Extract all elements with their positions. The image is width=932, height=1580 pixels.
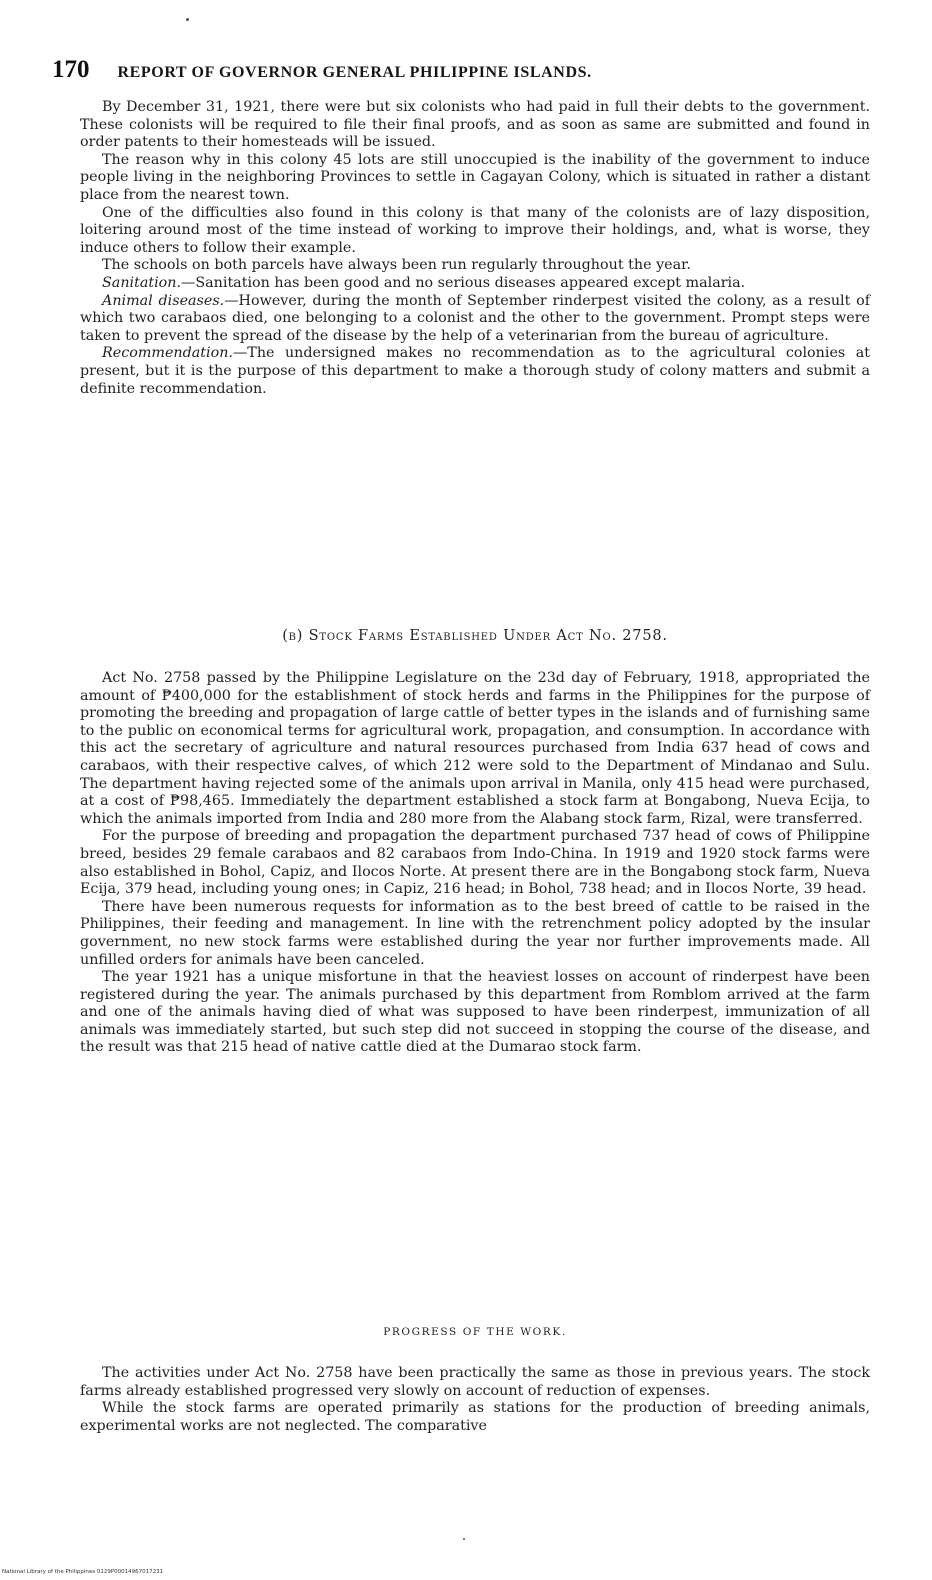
section-heading-stock-farms: (b) Stock Farms Established Under Act No. 2758. — [282, 628, 668, 644]
paragraph: For the purpose of breeding and propagation the department purchased 737 head of cows of Philippine breed, besides 29 female carabaos and 82 carabaos from Indo-China. In 1919 and 1920 stock farms were also established in Bohol, Capiz, and Ilocos Norte. At present there are in the Bongabong stock farm, Nueva Ecija, 379 head, including young ones; in Capiz, 216 head; in Bohol, 738 head; and in Ilocos Norte, 39 head. — [80, 828, 870, 898]
page-header — [52, 56, 872, 84]
paragraph: There have been numerous requests for information as to the best breed of cattle to be raised in the Philippines, their feeding and management. In line with the retrenchment policy adopted by the insular government, no new stock farms were established during the year nor further improvements made. All unfilled orders for animals have been canceled. — [80, 898, 870, 968]
paragraph: One of the difficulties also found in this colony is that many of the colonists are of lazy disposition, loitering around most of the time instead of working to improve their holdings, and, what is worse, they induce others to follow their example. — [80, 204, 870, 256]
scan-speck — [463, 1538, 465, 1540]
paragraph: The activities under Act No. 2758 have been practically the same as those in previous years. The stock farms already established progressed very slowly on account of reduction of expenses. — [80, 1365, 870, 1399]
paragraph-text: —However, during the month of September rinderpest visited the colony, as a result of which two carabaos died, one belonging to a colonist and the other to the government. Prompt steps were taken to prevent the spread of the disease by the help of a veterinarian from the bureau of agriculture. — [80, 292, 870, 344]
text-block-progress — [80, 1365, 870, 1435]
section-heading-progress: PROGRESS OF THE WORK. — [383, 1326, 567, 1338]
paragraph-lead: Animal diseases. — [102, 292, 225, 309]
paragraph: Act No. 2758 passed by the Philippine Legislature on the 23d day of February, 1918, appropriated the amount of ₱400,000 for the establishment of stock herds and farms in the Philippines for the purpose of promoting the breeding and propagation of large cattle of better types in the islands and of furnishing same to the public on economical terms for agricultural work, propagation, and consumption. In accordance with this act the secretary of agriculture and natural resources purchased from India 637 head of cows and carabaos, with their respective calves, of which 212 were sold to the Department of Mindanao and Sulu. The department having rejected some of the animals upon arrival in Manila, only 415 head were purchased, at a cost of ₱98,465. Immediately the department established a stock farm at Bongabong, Nueva Ecija, to which the animals imported from India and 280 more from the Alabang stock farm, Rizal, were transferred. — [80, 670, 870, 827]
text-block-stock-farms — [80, 670, 870, 1057]
paragraph: By December 31, 1921, there were but six colonists who had paid in full their debts to the government. These colonists will be required to file their final proofs, and as soon as same are submitted and found in order patents to their homesteads will be issued. — [80, 99, 870, 151]
scan-footer: National Library of the Philippines 0129P00014967017231 — [2, 1569, 164, 1575]
paragraph-lead: Recommendation. — [102, 345, 233, 362]
text-block-colony — [80, 99, 870, 398]
paragraph: The reason why in this colony 45 lots are still unoccupied is the inability of the government to induce people living in the neighboring Provinces to settle in Cagayan Colony, which is situated in rather a distant place from the nearest town. — [80, 151, 870, 203]
paragraph-lead: Sanitation. — [102, 274, 182, 291]
paragraph: The year 1921 has a unique misfortune in that the heaviest losses on account of rinderpest have been registered during the year. The animals purchased by this department from Romblom arrived at the farm and one of the animals having died of what was supposed to have been rinderpest, immunization of all animals was immediately started, but such step did not succeed in stopping the course of the disease, and the result was that 215 head of native cattle died at the Dumarao stock farm. — [80, 969, 870, 1056]
paragraph-text: —Sanitation has been good and no serious diseases appeared except malaria. — [181, 274, 746, 291]
page-number: 170 — [52, 56, 90, 83]
paragraph-sanitation — [80, 275, 870, 293]
paragraph-text: —The undersigned makes no recommendation as to the agricultural colonies at present, but it is the purpose of this department to make a thorough study of colony matters and submit a definite recommendation. — [80, 345, 870, 397]
paragraph-recommendation — [80, 345, 870, 398]
paragraph-animal-diseases — [80, 293, 870, 346]
running-head: REPORT OF GOVERNOR GENERAL PHILIPPINE ISLANDS. — [117, 64, 592, 81]
paragraph: The schools on both parcels have always been run regularly throughout the year. — [102, 257, 691, 274]
paragraph: While the stock farms are operated primarily as stations for the production of breeding animals, experimental works are not neglected. The comparative — [80, 1400, 870, 1434]
scan-speck — [186, 18, 189, 21]
